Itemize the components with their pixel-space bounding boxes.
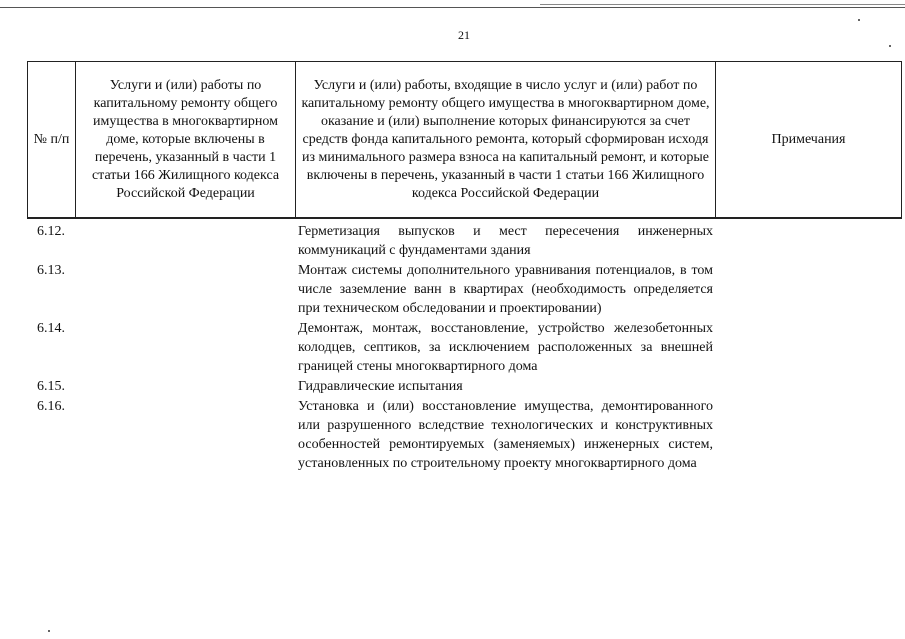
header-cell-funded-works: Услуги и (или) работы, входящие в число услуг и (или) работ по капитальному ремонту общего имущества в многоквартирном доме, оказание и (или) выполнение которых финансируются за счет средств фонда капитального ремонта, который сформирован исходя из минимального размера взноса на капитальный ремонт, и которые включены в перечень, указанный в части 1 статьи 166 Жилищного кодекса Российской Федерации bbox=[296, 62, 716, 217]
row-description: Герметизация выпусков и мест пересечения инженерных коммуникаций с фундаментами здания bbox=[298, 224, 713, 258]
row-description: Монтаж системы дополнительного уравнивания потенциалов, в том числе заземление ванн в квартирах (необходимость определяется при техническом обследовании и проектировании) bbox=[298, 263, 713, 316]
row-number: 6.15. bbox=[37, 379, 65, 394]
table-row bbox=[27, 222, 902, 260]
table-header bbox=[27, 61, 902, 219]
row-description: Гидравлические испытания bbox=[298, 379, 463, 394]
header-cell-works-list: Услуги и (или) работы по капитальному ремонту общего имущества в многоквартирном доме, которые включены в перечень, указанный в части 1 статьи 166 Жилищного кодекса Российской Федерации bbox=[76, 62, 296, 217]
row-number: 6.14. bbox=[37, 321, 65, 336]
scan-top-border-secondary bbox=[540, 4, 905, 5]
table-row bbox=[27, 261, 902, 318]
header-cell-notes: Примечания bbox=[771, 131, 846, 147]
table-body bbox=[27, 222, 902, 474]
table-row bbox=[27, 397, 902, 473]
row-number: 6.16. bbox=[37, 399, 65, 414]
row-number: 6.13. bbox=[37, 263, 65, 278]
row-description: Демонтаж, монтаж, восстановление, устройство железобетонных колодцев, септиков, за исключением расположенных за внешней границей стены многоквартирного дома bbox=[298, 321, 713, 374]
scan-speck bbox=[48, 630, 50, 632]
scan-speck bbox=[858, 19, 860, 21]
scan-speck bbox=[889, 45, 891, 47]
row-number: 6.12. bbox=[37, 224, 65, 239]
header-cell-number: № п/п bbox=[28, 62, 76, 217]
page-number: 21 bbox=[458, 28, 470, 42]
table-row bbox=[27, 377, 902, 396]
row-description: Установка и (или) восстановление имущества, демонтированного или разрушенного вследствие технологических и конструктивных особенностей ремонтируемых (заменяемых) инженерных систем, установленных по строительному проекту многоквартирного дома bbox=[298, 399, 713, 471]
table-row bbox=[27, 319, 902, 376]
scan-top-border bbox=[0, 7, 905, 8]
